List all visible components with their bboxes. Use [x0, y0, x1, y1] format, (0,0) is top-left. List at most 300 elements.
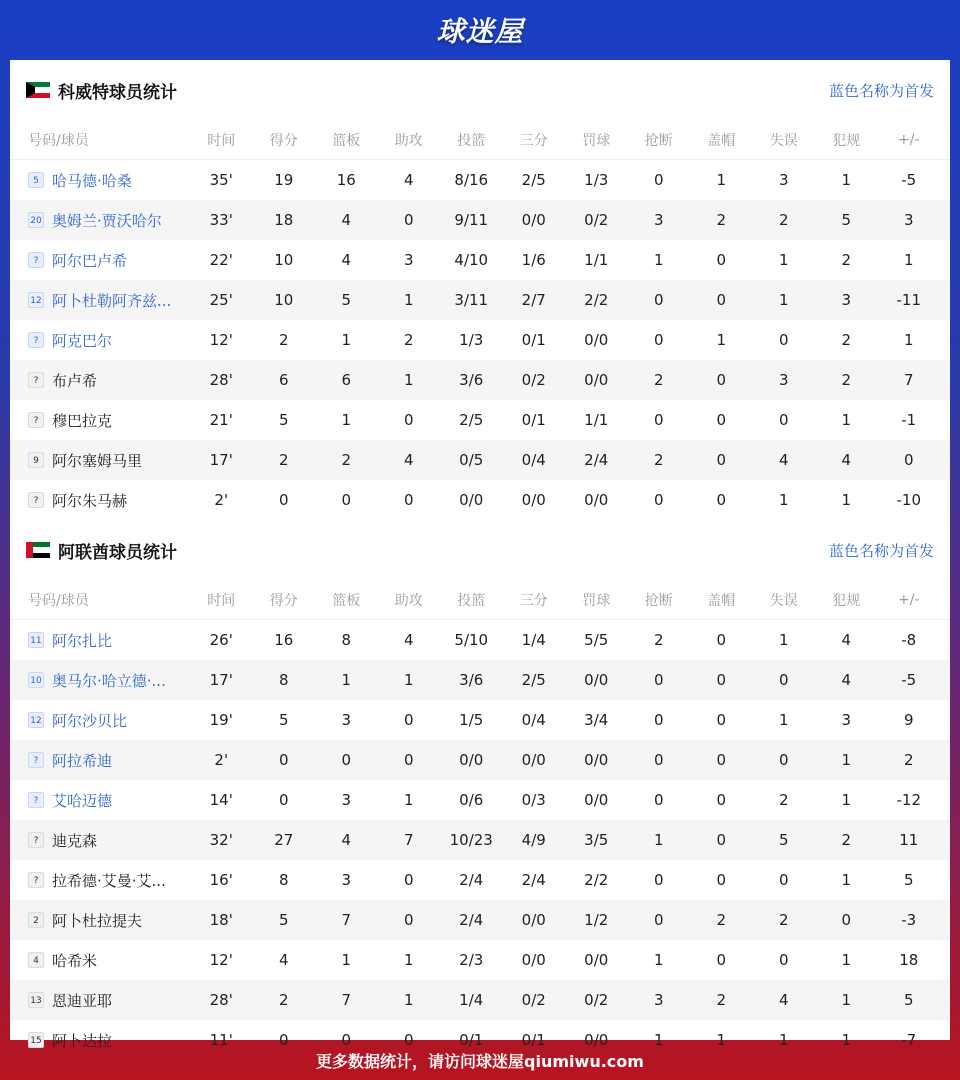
stat-cell: 1 [341, 331, 352, 349]
starter-legend-note: 蓝色名称为首发 [828, 541, 934, 560]
stat-cell: 25' [209, 291, 233, 309]
stat-cell: 3/6 [459, 671, 484, 689]
stat-cell: 0 [903, 451, 914, 469]
stat-cell: 3 [653, 211, 664, 229]
table-row [10, 620, 950, 660]
stat-cell: 4 [341, 831, 352, 849]
stat-cell: 1 [341, 411, 352, 429]
stat-cell: 5 [278, 911, 289, 929]
stat-cell: 0/3 [521, 791, 546, 809]
section-title: 阿联酋球员统计 [58, 542, 177, 563]
column-header[interactable]: 罚球 [582, 132, 611, 149]
stat-cell: 18 [274, 211, 294, 229]
stat-cell: 2 [403, 331, 414, 349]
jersey-number-badge: ? [28, 832, 44, 848]
stat-cell: 0/0 [584, 751, 609, 769]
stat-cell: 8/16 [454, 171, 489, 189]
table-row [10, 860, 950, 900]
player-name-link[interactable]: 阿尔扎比 [52, 631, 113, 650]
player-cell [10, 450, 190, 471]
stat-cell: 1 [841, 871, 852, 889]
stat-cell: 0 [778, 951, 789, 969]
stat-cell: 7 [341, 911, 352, 929]
stat-cell: 0 [716, 831, 727, 849]
stat-cell: 2 [841, 371, 852, 389]
stat-cell: 2 [778, 791, 789, 809]
column-header[interactable]: 助攻 [394, 592, 423, 609]
stat-cell: 1/4 [459, 991, 484, 1009]
table-row [10, 900, 950, 940]
jersey-number-badge: 9 [28, 452, 44, 468]
stat-cell: 1/1 [584, 411, 609, 429]
stat-cell: 0 [278, 1031, 289, 1049]
stat-cell: 18' [209, 911, 233, 929]
stat-cell: 0 [716, 411, 727, 429]
stat-cell: 0/0 [584, 371, 609, 389]
player-name-link: 阿卜达拉 [52, 1031, 113, 1050]
stat-cell: 2/5 [521, 171, 546, 189]
stat-cell: 4/10 [454, 251, 489, 269]
jersey-number-badge: 11 [28, 632, 44, 648]
stat-cell: 2 [841, 831, 852, 849]
stat-cell: 3/4 [584, 711, 609, 729]
stat-cell: 1 [841, 991, 852, 1009]
stat-cell: 28' [209, 371, 233, 389]
stat-cell: 1 [841, 791, 852, 809]
stat-cell: 0/4 [521, 451, 546, 469]
brand-logo: 球迷屋 [436, 15, 524, 48]
stat-cell: 1/3 [459, 331, 484, 349]
team-flag-icon [26, 542, 50, 558]
column-header[interactable]: 号码/球员 [28, 592, 89, 609]
jersey-number-badge: ? [28, 252, 44, 268]
stat-cell: 2 [653, 631, 664, 649]
stat-cell: 33' [209, 211, 233, 229]
stat-cell: 0 [653, 671, 664, 689]
stat-cell: 0 [653, 411, 664, 429]
stat-cell: 1 [403, 991, 414, 1009]
stat-cell: 8 [278, 671, 289, 689]
stat-cell: 0 [403, 751, 414, 769]
stat-cell: 0/1 [459, 1031, 484, 1049]
jersey-number-badge: ? [28, 492, 44, 508]
stat-cell: 2/2 [584, 871, 609, 889]
table-header-row [10, 120, 950, 160]
table-row [10, 320, 950, 360]
stat-cell: 0/0 [521, 211, 546, 229]
stat-cell: 0/0 [584, 491, 609, 509]
stat-cell: 4 [778, 451, 789, 469]
stat-cell: 2/4 [521, 871, 546, 889]
section-header [10, 60, 950, 120]
player-cell [10, 250, 190, 271]
stat-cell: 1 [403, 951, 414, 969]
stat-cell: 0/2 [584, 211, 609, 229]
player-name-link: 拉希德·艾曼·艾... [52, 871, 166, 890]
stat-cell: 0/2 [521, 991, 546, 1009]
stat-cell: 8 [278, 871, 289, 889]
stat-cell: 5 [903, 871, 914, 889]
player-name-link[interactable]: 阿克巴尔 [52, 331, 113, 350]
stat-cell: 2/4 [459, 911, 484, 929]
stat-cell: 17' [209, 671, 233, 689]
stat-cell: 4 [403, 451, 414, 469]
table-row [10, 200, 950, 240]
stat-cell: 0 [403, 711, 414, 729]
stat-cell: 6 [278, 371, 289, 389]
player-name-link[interactable]: 哈马德·哈桑 [52, 171, 132, 190]
stat-cell: 0 [778, 871, 789, 889]
stat-cell: 0 [653, 791, 664, 809]
stat-cell: 1 [716, 171, 727, 189]
column-header[interactable]: 罚球 [582, 592, 611, 609]
stat-cell: 0 [403, 491, 414, 509]
stat-cell: 0 [716, 631, 727, 649]
stat-cell: 3 [841, 711, 852, 729]
stat-cell: 3 [841, 291, 852, 309]
stat-cell: 21' [209, 411, 233, 429]
stats-panel [10, 60, 950, 1050]
stat-cell: 16 [336, 171, 356, 189]
stat-cell: 5 [341, 291, 352, 309]
column-header[interactable]: 抢断 [644, 592, 673, 609]
stat-cell: 0 [653, 331, 664, 349]
stat-cell: 2 [778, 211, 789, 229]
stat-cell: 2/4 [584, 451, 609, 469]
column-header[interactable]: +/- [898, 131, 920, 148]
stat-cell: 0/0 [521, 491, 546, 509]
stat-cell: 2/3 [459, 951, 484, 969]
stat-cell: 0/0 [584, 951, 609, 969]
player-name-link: 布卢希 [52, 371, 98, 390]
stat-cell: 0 [278, 491, 289, 509]
stat-cell: 0/0 [521, 911, 546, 929]
column-header[interactable]: 抢断 [644, 132, 673, 149]
jersey-number-badge: ? [28, 752, 44, 768]
player-name-link[interactable]: 阿尔沙贝比 [52, 711, 128, 730]
stat-cell: 1 [403, 371, 414, 389]
player-cell [10, 210, 190, 231]
stat-cell: 1 [778, 1031, 789, 1049]
jersey-number-badge: 12 [28, 292, 44, 308]
column-header[interactable]: 三分 [519, 132, 548, 149]
table-row [10, 940, 950, 980]
column-header[interactable]: 助攻 [394, 132, 423, 149]
stat-cell: 1 [841, 411, 852, 429]
stat-cell: 1 [403, 291, 414, 309]
stat-cell: 11' [209, 1031, 233, 1049]
stat-cell: 0/0 [584, 671, 609, 689]
stat-cell: 1 [716, 1031, 727, 1049]
stat-cell: 28' [209, 991, 233, 1009]
column-header[interactable]: 犯规 [832, 592, 861, 609]
column-header[interactable]: 得分 [269, 592, 298, 609]
stat-cell: 1 [841, 751, 852, 769]
section-title: 科威特球员统计 [58, 82, 177, 103]
table-row [10, 360, 950, 400]
player-cell [10, 990, 190, 1011]
stat-cell: 1 [341, 671, 352, 689]
stat-cell: 2 [653, 371, 664, 389]
stat-cell: 0 [716, 751, 727, 769]
stat-cell: 3 [778, 371, 789, 389]
table-header-row [10, 580, 950, 620]
stat-cell: -8 [901, 631, 917, 649]
section-title-group [26, 78, 177, 103]
player-name-link: 阿尔朱马赫 [52, 491, 128, 510]
table-row [10, 480, 950, 520]
stat-cell: 1 [841, 171, 852, 189]
stat-cell: 9 [903, 711, 914, 729]
stat-cell: 0 [778, 411, 789, 429]
jersey-number-badge: 10 [28, 672, 44, 688]
stat-cell: 1 [841, 951, 852, 969]
stat-cell: 0 [716, 491, 727, 509]
stat-cell: 0/0 [584, 791, 609, 809]
jersey-number-badge: ? [28, 792, 44, 808]
stat-cell: 1/6 [521, 251, 546, 269]
stat-cell: 19' [209, 711, 233, 729]
stat-cell: 1 [841, 1031, 852, 1049]
stat-cell: 0/0 [459, 751, 484, 769]
stat-cell: 4 [403, 631, 414, 649]
stat-cell: 2/4 [459, 871, 484, 889]
stat-cell: 0/1 [521, 411, 546, 429]
stat-cell: 5 [278, 711, 289, 729]
stat-cell: 0/1 [521, 1031, 546, 1049]
stat-cell: 5/10 [454, 631, 489, 649]
stat-cell: 0/6 [459, 791, 484, 809]
stat-cell: 0 [653, 751, 664, 769]
player-cell [10, 170, 190, 191]
stat-cell: 0 [403, 1031, 414, 1049]
column-header[interactable]: 得分 [269, 132, 298, 149]
stat-cell: 4 [841, 671, 852, 689]
stat-cell: 3 [903, 211, 914, 229]
column-header[interactable]: 失误 [769, 592, 798, 609]
stat-cell: 5 [278, 411, 289, 429]
stat-cell: 0 [716, 951, 727, 969]
stat-cell: 19 [274, 171, 294, 189]
player-name-link[interactable]: 阿卜杜勒阿齐兹... [52, 291, 172, 310]
column-header[interactable]: 时间 [207, 132, 236, 149]
stat-cell: 4 [341, 251, 352, 269]
jersey-number-badge: 15 [28, 1032, 44, 1048]
table-row [10, 240, 950, 280]
team-section [10, 60, 950, 520]
player-cell [10, 490, 190, 511]
stat-cell: 7 [403, 831, 414, 849]
stat-cell: 1 [403, 671, 414, 689]
table-row [10, 440, 950, 480]
table-row [10, 740, 950, 780]
top-banner [0, 0, 960, 60]
stat-cell: 0 [716, 791, 727, 809]
stat-cell: 3 [341, 871, 352, 889]
stat-cell: 2' [214, 491, 229, 509]
stat-cell: 0/2 [584, 991, 609, 1009]
table-row [10, 400, 950, 440]
stat-cell: 0 [341, 751, 352, 769]
stat-cell: 3/11 [454, 291, 489, 309]
stat-cell: 3 [341, 711, 352, 729]
table-row [10, 820, 950, 860]
team-section [10, 520, 950, 1060]
column-header[interactable]: 失误 [769, 132, 798, 149]
stat-cell: 0/0 [459, 491, 484, 509]
stat-cell: -5 [901, 671, 917, 689]
stat-cell: -12 [896, 791, 921, 809]
stat-cell: 2 [841, 331, 852, 349]
stat-cell: 1/5 [459, 711, 484, 729]
stat-cell: 4 [778, 991, 789, 1009]
stat-cell: 0/0 [521, 951, 546, 969]
stat-cell: 10 [274, 251, 294, 269]
column-header[interactable]: 三分 [519, 592, 548, 609]
stat-cell: 2 [278, 331, 289, 349]
stat-cell: 3 [341, 791, 352, 809]
footer-banner [0, 1040, 960, 1080]
stat-cell: 0 [716, 711, 727, 729]
stat-cell: 0/0 [584, 331, 609, 349]
stat-cell: 1 [653, 831, 664, 849]
stat-cell: 0 [778, 751, 789, 769]
player-name-link[interactable]: 阿尔巴卢希 [52, 251, 128, 270]
stat-cell: 0/0 [521, 751, 546, 769]
stat-cell: 2 [716, 911, 727, 929]
stat-cell: -11 [896, 291, 921, 309]
stat-cell: 6 [341, 371, 352, 389]
stat-cell: -3 [901, 911, 917, 929]
player-cell [10, 630, 190, 651]
stat-cell: 18 [899, 951, 919, 969]
column-header[interactable]: 篮板 [332, 592, 361, 609]
stat-cell: 0/5 [459, 451, 484, 469]
stat-cell: 7 [341, 991, 352, 1009]
stat-cell: -7 [901, 1031, 917, 1049]
table-row [10, 660, 950, 700]
stat-cell: 11 [899, 831, 919, 849]
stat-cell: 10/23 [449, 831, 493, 849]
stat-cell: 2 [716, 211, 727, 229]
jersey-number-badge: 20 [28, 212, 44, 228]
stat-cell: -10 [896, 491, 921, 509]
jersey-number-badge: 13 [28, 992, 44, 1008]
jersey-number-badge: 5 [28, 172, 44, 188]
column-header[interactable]: 投篮 [457, 592, 486, 609]
jersey-number-badge: 12 [28, 712, 44, 728]
stat-cell: 12' [209, 331, 233, 349]
stat-cell: 0/1 [521, 331, 546, 349]
stat-cell: 0 [716, 251, 727, 269]
stat-cell: 27 [274, 831, 294, 849]
stat-cell: 1 [778, 251, 789, 269]
stat-cell: 1 [841, 491, 852, 509]
column-header[interactable]: 盖帽 [707, 592, 736, 609]
column-header[interactable]: 投篮 [457, 132, 486, 149]
stat-cell: 1 [778, 291, 789, 309]
jersey-number-badge: 2 [28, 912, 44, 928]
stat-cell: 7 [903, 371, 914, 389]
player-cell [10, 670, 190, 691]
stat-cell: 0 [403, 211, 414, 229]
stat-cell: 2/5 [459, 411, 484, 429]
stat-cell: 1/4 [521, 631, 546, 649]
player-name-link[interactable]: 奥马尔·哈立德·... [52, 671, 166, 690]
stat-cell: 2 [716, 991, 727, 1009]
jersey-number-badge: ? [28, 332, 44, 348]
stat-cell: 1/3 [584, 171, 609, 189]
stat-cell: 26' [209, 631, 233, 649]
stat-cell: 2/7 [521, 291, 546, 309]
player-cell [10, 370, 190, 391]
column-header[interactable]: 犯规 [832, 132, 861, 149]
jersey-number-badge: ? [28, 412, 44, 428]
stat-cell: 2 [653, 451, 664, 469]
stat-cell: 0/0 [584, 1031, 609, 1049]
player-name-link[interactable]: 阿拉希迪 [52, 751, 113, 770]
column-header[interactable]: 盖帽 [707, 132, 736, 149]
stat-cell: 0/4 [521, 711, 546, 729]
stat-cell: 5 [903, 991, 914, 1009]
section-header [10, 520, 950, 580]
stat-cell: 2 [278, 991, 289, 1009]
column-header[interactable]: 号码/球员 [28, 132, 89, 149]
stat-cell: 0 [841, 911, 852, 929]
player-cell [10, 750, 190, 771]
stat-cell: 0 [653, 171, 664, 189]
footer-link-text[interactable]: 更多数据统计，请访问球迷屋qiumiwu.com [316, 1051, 644, 1071]
jersey-number-badge: 4 [28, 952, 44, 968]
section-title-group [26, 538, 177, 563]
table-row [10, 700, 950, 740]
stat-cell: 4 [278, 951, 289, 969]
player-cell [10, 710, 190, 731]
stat-cell: 0 [341, 1031, 352, 1049]
stat-cell: 0 [403, 411, 414, 429]
column-header[interactable]: 时间 [207, 592, 236, 609]
stat-cell: 2 [841, 251, 852, 269]
stat-cell: 2/2 [584, 291, 609, 309]
player-name-link[interactable]: 奥姆兰·贾沃哈尔 [52, 211, 162, 230]
stat-cell: 0 [653, 291, 664, 309]
stat-cell: 5 [841, 211, 852, 229]
table-row [10, 280, 950, 320]
stat-cell: 1 [778, 631, 789, 649]
stat-cell: 2 [278, 451, 289, 469]
stat-cell: 1 [903, 331, 914, 349]
player-cell [10, 870, 190, 891]
stat-cell: 0 [716, 291, 727, 309]
stat-cell: 4 [341, 211, 352, 229]
stat-cell: 0 [778, 331, 789, 349]
stat-cell: 0 [778, 671, 789, 689]
jersey-number-badge: ? [28, 372, 44, 388]
stat-cell: -5 [901, 171, 917, 189]
stat-cell: 4 [841, 451, 852, 469]
column-header[interactable]: 篮板 [332, 132, 361, 149]
player-cell [10, 790, 190, 811]
player-name-link: 穆巴拉克 [52, 411, 113, 430]
stat-cell: 1 [778, 711, 789, 729]
stat-cell: 16 [274, 631, 294, 649]
stat-cell: 0 [403, 911, 414, 929]
column-header[interactable]: +/- [898, 591, 920, 608]
stat-cell: 9/11 [454, 211, 489, 229]
stat-cell: 1 [716, 331, 727, 349]
player-name-link[interactable]: 艾哈迈德 [52, 791, 113, 810]
stat-cell: 4 [403, 171, 414, 189]
